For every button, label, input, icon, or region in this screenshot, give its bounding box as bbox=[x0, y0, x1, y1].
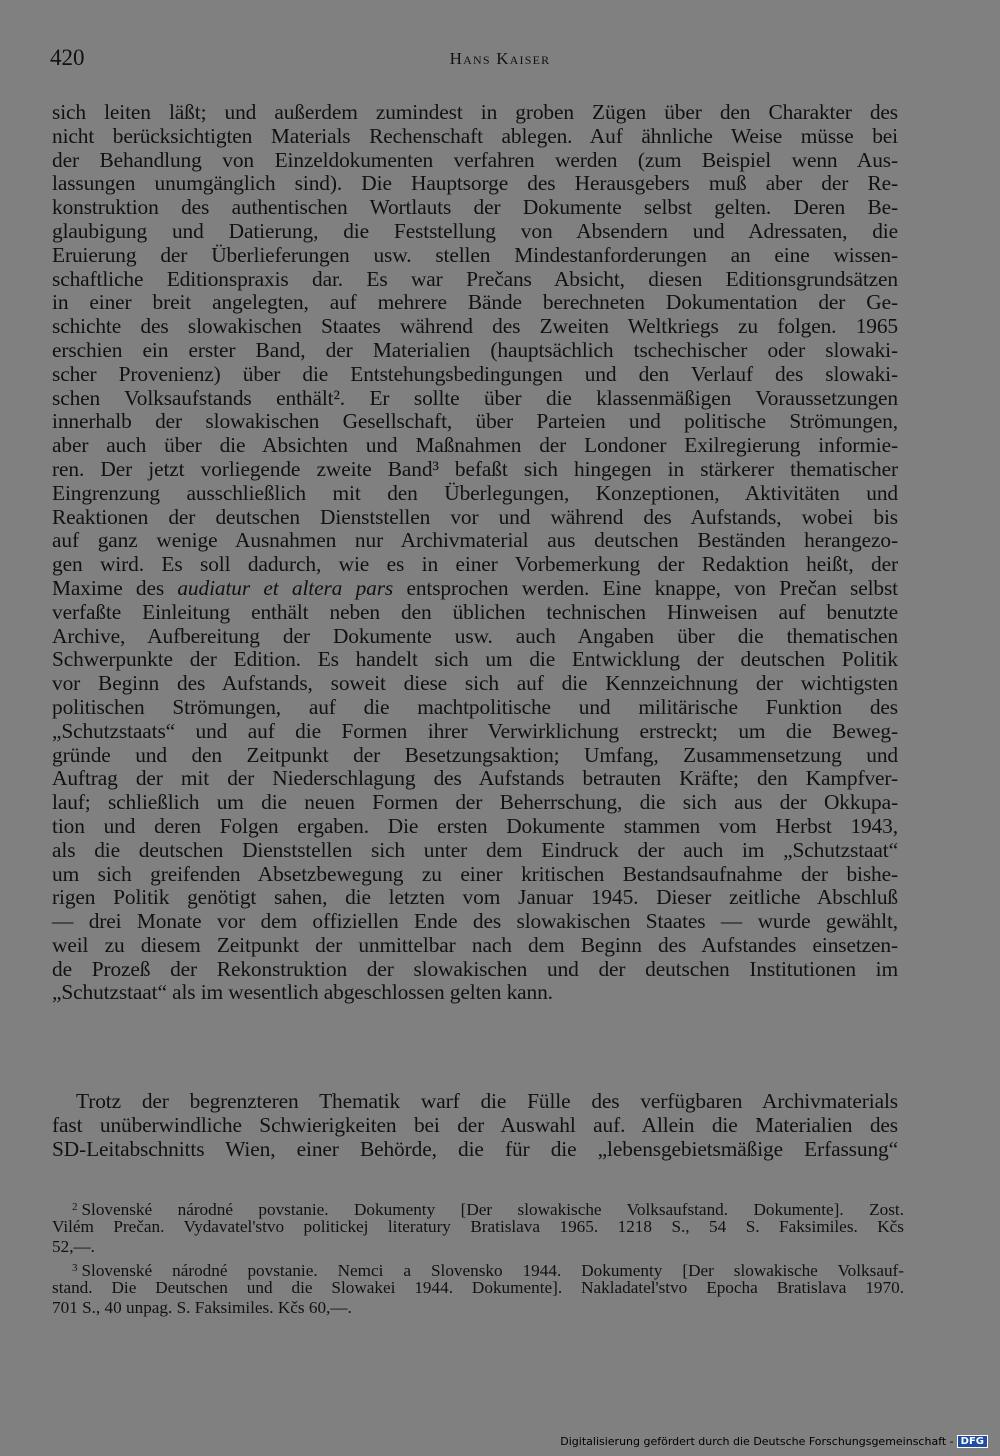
body-line: der Behandlung von Einzeldokumenten verfahren werden (zum Beispiel wenn Aus- bbox=[52, 147, 898, 172]
body-line: schaftliche Editionspraxis dar. Es war Prečans Absicht, diesen Editionsgrundsätzen bbox=[52, 266, 898, 291]
body-line: de Prozeß der Rekonstruktion der slowakischen und der deutschen Institutionen im bbox=[52, 956, 898, 981]
body-line: vor Beginn des Aufstands, soweit diese sich auf die Kennzeichnung der wichtigsten bbox=[52, 671, 898, 696]
body-line: aber auch über die Absichten und Maßnahmen der Londoner Exilregierung informie- bbox=[52, 433, 898, 458]
footnote-2 bbox=[52, 1198, 904, 1256]
body-line: Trotz der begrenzteren Thematik warf die Fülle des verfügbaren Archivmaterials bbox=[76, 1089, 898, 1113]
body-line: fast unüberwindliche Schwierigkeiten bei der Auswahl auf. Allein die Materialien des bbox=[52, 1112, 898, 1137]
body-line: „Schutzstaat“ als im wesentlich abgeschlossen gelten kann. bbox=[52, 980, 553, 1005]
body-line: scher Provenienz) über die Entstehungsbedingungen und den Verlauf des slowaki- bbox=[52, 361, 898, 386]
body-line: schen Volksaufstands enthält². Er sollte über die klassenmäßigen Voraussetzungen bbox=[52, 385, 898, 410]
footnote-line: Slovenské národné povstanie. Dokumenty [Der slowakische Volksaufstand. Dokumente]. Zost. bbox=[81, 1200, 904, 1219]
footnote-mark: 3 bbox=[72, 1262, 78, 1274]
body-line: lassungen unumgänglich sind). Die Hauptsorge des Herausgebers muß aber der Re- bbox=[52, 171, 898, 196]
body-line: schichte des slowakischen Staates während des Zweiten Weltkriegs zu folgen. 1965 bbox=[52, 314, 898, 339]
body-line: rigen Politik genötigt sahen, die letzten vom Januar 1945. Dieser zeitliche Abschluß bbox=[52, 885, 898, 910]
body-line: ren. Der jetzt vorliegende zweite Band³ befaßt sich hingegen in stärkerer thematischer bbox=[52, 456, 898, 481]
footnote-line: stand. Die Deutschen und die Slowakei 1944. Dokumente]. Nakladatel'stvo Epocha Bratislava 1970. bbox=[52, 1278, 904, 1298]
body-line: verfaßte Einleitung enthält neben den üblichen technischen Hinweisen auf benutzte bbox=[52, 599, 898, 624]
body-line: nicht berücksichtigten Materials Rechenschaft ablegen. Auf ähnliche Weise müsse bei bbox=[52, 123, 898, 148]
banner-text: Digitalisierung gefördert durch die Deutsche Forschungsgemeinschaft - bbox=[560, 1435, 954, 1448]
digitization-banner bbox=[560, 1435, 988, 1448]
body-line: Archive, Aufbereitung der Dokumente usw. auch Angaben über die thematischen bbox=[52, 623, 898, 648]
body-line: Maxime des audiatur et altera pars entsprochen werden. Eine knappe, von Prečan selbst bbox=[52, 575, 898, 600]
body-line: — drei Monate vor dem offiziellen Ende des slowakischen Staates — wurde gewählt, bbox=[52, 909, 898, 934]
body-line: Eingrenzung ausschließlich mit den Überlegungen, Konzeptionen, Aktivitäten und bbox=[52, 480, 898, 505]
body-line: „Schutzstaats“ und auf die Formen ihrer Verwirklichung erstreckt; um die Beweg- bbox=[52, 718, 898, 743]
body-line: konstruktion des authentischen Wortlauts der Dokumente selbst gelten. Deren Be- bbox=[52, 195, 898, 220]
body-paragraph-2 bbox=[52, 1090, 898, 1161]
latin-phrase: audiatur et altera pars bbox=[177, 575, 394, 600]
body-line: politischen Strömungen, auf die machtpolitische und militärische Funktion des bbox=[52, 694, 898, 719]
body-line: weil zu diesem Zeitpunkt der unmittelbar nach dem Beginn des Aufstandes einsetzen- bbox=[52, 932, 898, 957]
body-line: in einer breit angelegten, auf mehrere Bände berechneten Dokumentation der Ge- bbox=[52, 290, 898, 315]
body-line: Auftrag der mit der Niederschlagung des Aufstands betrauten Kräfte; den Kampfver- bbox=[52, 766, 898, 791]
body-line: SD-Leitabschnitts Wien, einer Behörde, die für die „lebensgebietsmäßige Erfassung“ bbox=[52, 1136, 898, 1161]
body-paragraph-1 bbox=[52, 101, 898, 1005]
dfg-logo: DFG bbox=[957, 1435, 988, 1448]
body-line: Reaktionen der deutschen Dienststellen vor und während des Aufstands, wobei bis bbox=[52, 504, 898, 529]
footnote-3 bbox=[52, 1259, 904, 1317]
body-line: gen wird. Es soll dadurch, wie es in einer Vorbemerkung der Redaktion heißt, der bbox=[52, 552, 898, 577]
footnote-line: Vilém Prečan. Vydavatel'stvo politickej literatury Bratislava 1965. 1218 S., 54 S. Faksimiles. Kčs bbox=[52, 1217, 904, 1237]
footnote-mark: 2 bbox=[72, 1201, 78, 1213]
body-line: um sich greifenden Absetzbewegung zu einer kritischen Bestandsaufnahme der bishe- bbox=[52, 861, 898, 886]
page-number: 420 bbox=[50, 45, 85, 70]
body-line: Eruierung der Überlieferungen usw. stellen Mindestanforderungen an eine wissen- bbox=[52, 242, 898, 267]
body-line: sich leiten läßt; und außerdem zumindest in groben Zügen über den Charakter des bbox=[52, 100, 898, 124]
body-line: als die deutschen Dienststellen sich unter dem Eindruck der auch im „Schutzstaat“ bbox=[52, 837, 898, 862]
body-line: gründe und den Zeitpunkt der Besetzungsaktion; Umfang, Zusammensetzung und bbox=[52, 742, 898, 767]
body-line: innerhalb der slowakischen Gesellschaft, über Parteien und politische Strömungen, bbox=[52, 409, 898, 434]
body-line: tion und deren Folgen ergaben. Die ersten Dokumente stammen vom Herbst 1943, bbox=[52, 813, 898, 838]
footnote-line: Slovenské národné povstanie. Nemci a Slovensko 1944. Dokumenty [Der slowakische Volksauf- bbox=[81, 1261, 904, 1280]
footnote-line: 52,—. bbox=[52, 1236, 95, 1256]
running-head: Hans Kaiser bbox=[449, 49, 551, 68]
body-line: Schwerpunkte der Edition. Es handelt sich um die Entwicklung der deutschen Politik bbox=[52, 647, 898, 672]
body-line: auf ganz wenige Ausnahmen nur Archivmaterial aus deutschen Beständen herangezo- bbox=[52, 528, 898, 553]
body-line: lauf; schließlich um die neuen Formen der Beherrschung, die sich aus der Okkupa- bbox=[52, 790, 898, 815]
body-line: erschien ein erster Band, der Materialien (hauptsächlich tschechischer oder slowaki- bbox=[52, 337, 898, 362]
body-line: glaubigung und Datierung, die Feststellung von Absendern und Adressaten, die bbox=[52, 218, 898, 243]
footnote-line: 701 S., 40 unpag. S. Faksimiles. Kčs 60,—. bbox=[52, 1297, 352, 1317]
